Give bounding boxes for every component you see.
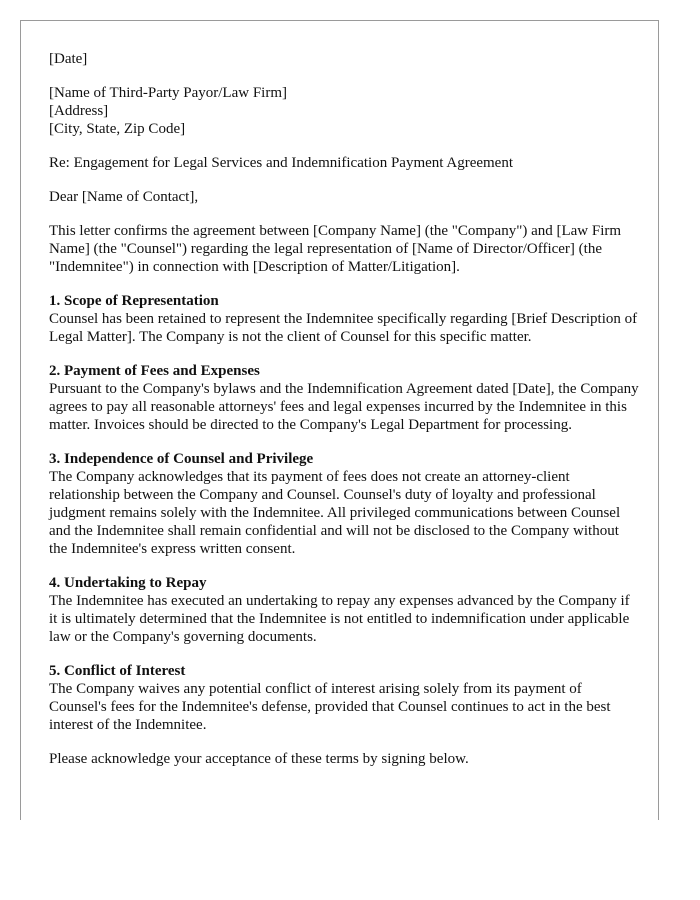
recipient-city-state-zip: [City, State, Zip Code] [49,121,186,137]
salutation: Dear [Name of Contact], [49,189,199,205]
section-heading: 3. Independence of Counsel and Privilege [49,451,314,467]
section-heading: 2. Payment of Fees and Expenses [49,363,260,379]
subject-line: Re: Engagement for Legal Services and Indemnification Payment Agreement [49,155,514,171]
letter-date: [Date] [49,51,88,67]
letter-content [49,50,639,784]
section-scope [49,292,639,346]
section-body: Counsel has been retained to represent the Indemnitee specifically regarding [Brief Description of Legal Matter]. The Company is not the client of Counsel for this specific matter. [49,311,638,345]
section-payment [49,362,639,434]
section-body: Pursuant to the Company's bylaws and the Indemnification Agreement dated [Date], the Company agrees to pay all reasonable attorneys' fees and legal expenses incurred by the Indemnitee in this matter. Invoices should be directed to the Company's Legal Department for processing. [49,381,639,433]
recipient-address: [Address] [49,103,109,119]
section-heading: 1. Scope of Representation [49,293,219,309]
section-heading: 4. Undertaking to Repay [49,575,207,591]
letter-page [20,20,659,820]
section-body: The Indemnitee has executed an undertaking to repay any expenses advanced by the Company if it is ultimately determined that the Indemnitee is not entitled to indemnification under applicable law or the Company's governing documents. [49,593,630,645]
section-body: The Company acknowledges that its payment of fees does not create an attorney-client relationship between the Company and Counsel. Counsel's duty of loyalty and professional judgment remains solely with the Indemnitee. All privileged communications between Counsel and the Indemnitee shall remain confidential and will not be disclosed to the Company without the Indemnitee's express written consent. [49,469,621,557]
intro-paragraph: This letter confirms the agreement between [Company Name] (the "Company") and [Law Firm Name] (the "Counsel") regarding the legal representation of [Name of Director/Officer] (the "Indemnitee") in connection with [Description of Matter/Litigation]. [49,223,622,275]
section-heading: 5. Conflict of Interest [49,663,186,679]
closing-paragraph: Please acknowledge your acceptance of these terms by signing below. [49,751,469,767]
recipient-block [49,84,639,138]
section-independence [49,450,639,558]
section-undertaking [49,574,639,646]
section-body: The Company waives any potential conflict of interest arising solely from its payment of Counsel's fees for the Indemnitee's defense, provided that Counsel continues to act in the best interest of the Indemnitee. [49,681,611,733]
recipient-name: [Name of Third-Party Payor/Law Firm] [49,85,288,101]
section-conflict [49,662,639,734]
